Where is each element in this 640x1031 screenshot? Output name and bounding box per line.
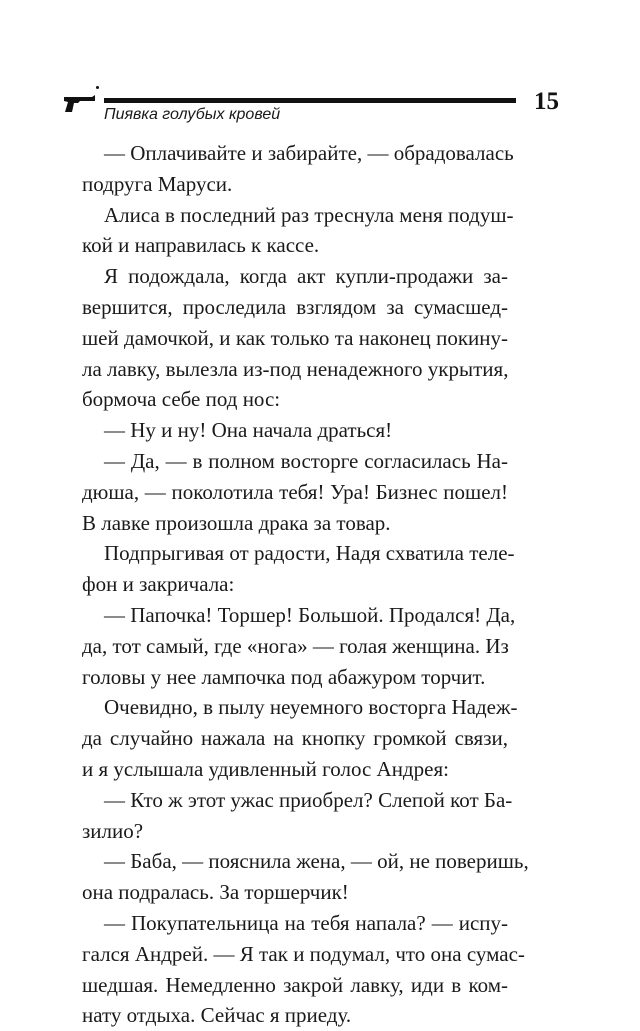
paragraph: [82, 261, 508, 415]
text-line: — Покупательница на тебя напала? — испу-: [104, 910, 508, 935]
paragraph: [82, 692, 518, 784]
text-line: головы у нее лампочка под абажуром торчит.: [82, 664, 486, 689]
text-line: вершится, проследила взглядом за сумасшед-: [82, 294, 508, 319]
text-line: ла лавку, вылезла из-под ненадежного укрытия,: [82, 356, 509, 381]
text-line: — Баба, — пояснила жена, — ой, не поверишь,: [104, 849, 529, 874]
text-line: — Папочка! Торшер! Большой. Продался! Да,: [104, 602, 516, 627]
header-rule: [104, 98, 516, 103]
text-line: — Да, — в полном восторге согласилась На-: [104, 448, 508, 473]
text-line: подруга Маруси.: [82, 171, 233, 196]
text-line: гался Андрей. — Я так и подумал, что она сумас-: [82, 941, 525, 966]
text-line: и я услышала удивленный голос Андрея:: [82, 756, 449, 781]
paragraph: [82, 600, 516, 692]
text-line: фон и закричала:: [82, 572, 235, 597]
running-title: Пиявка голубых кровей: [104, 106, 281, 123]
text-line: бормоча себе под нос:: [82, 387, 281, 412]
paragraph: [82, 785, 513, 847]
text-line: зилио?: [82, 818, 144, 843]
text-line: Подпрыгивая от радости, Надя схватила теле-: [104, 541, 515, 566]
text-line: — Оплачивайте и забирайте, — обрадовалась: [104, 141, 514, 165]
text-line: — Ну и ну! Она начала драться!: [104, 418, 393, 443]
text-line: Я подождала, когда акт купли-продажи за-: [104, 264, 508, 289]
text-line: она подралась. За торшерчик!: [82, 880, 349, 905]
text-line: шедшая. Немедленно закрой лавку, иди в ком-: [82, 972, 508, 997]
text-line: шей дамочкой, и как только та наконец покину-: [82, 325, 508, 350]
paragraph: [82, 846, 529, 908]
text-line: дюша, — поколотила тебя! Ура! Бизнес пошел!: [82, 479, 508, 504]
page-number: 15: [534, 88, 559, 115]
paragraph: [82, 200, 514, 262]
header-dot: [96, 86, 99, 89]
text-line: нату отдыха. Сейчас я приеду.: [82, 1003, 352, 1028]
paragraph: [82, 908, 525, 1031]
text-line: Очевидно, в пылу неуемного восторга Надеж-: [104, 695, 518, 720]
body-text: [82, 138, 529, 1031]
page-header: [62, 86, 559, 126]
text-line: кой и направилась к кассе.: [82, 233, 320, 258]
paragraph: [82, 415, 508, 446]
text-line: да случайно нажала на кнопку громкой связи,: [82, 726, 508, 751]
paragraph: [82, 138, 514, 200]
text-line: — Кто ж этот ужас приобрел? Слепой кот Ба-: [104, 787, 513, 812]
paragraph: [82, 538, 515, 600]
text-line: да, тот самый, где «нога» — голая женщина. Из: [82, 633, 509, 658]
paragraph: [82, 446, 508, 538]
text-line: В лавке произошла драка за товар.: [82, 510, 391, 535]
text-line: Алиса в последний раз треснула меня подуш-: [104, 202, 514, 227]
pistol-icon: [62, 93, 96, 113]
